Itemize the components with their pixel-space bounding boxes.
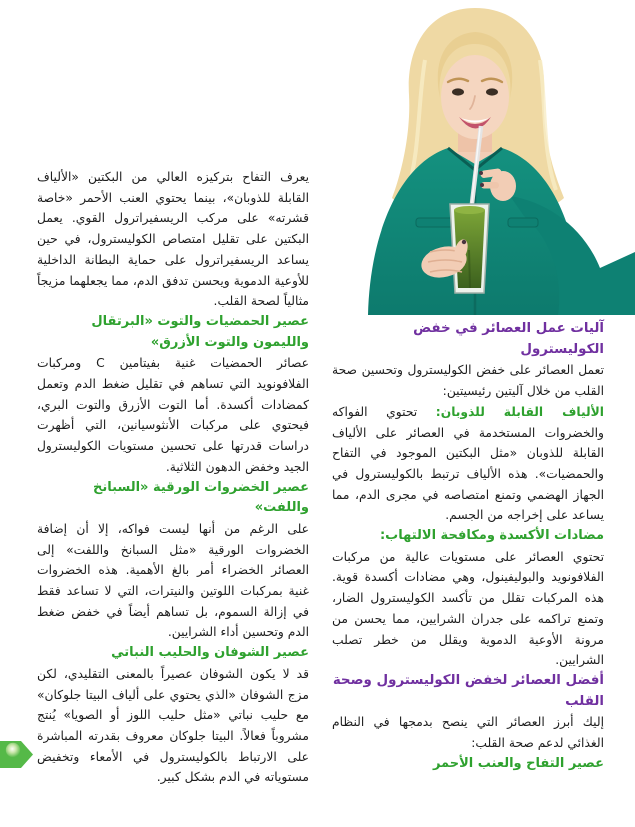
subheading-oat-plant-milk: عصير الشوفان والحليب النباتي (111, 645, 309, 661)
subheading-apple-red-grape-juice: عصير التفاح والعنب الأحمر (432, 755, 604, 771)
right-text-column (332, 319, 604, 774)
paragraph-best-intro: إليك أبرز العصائر التي ينصح بدمجها في النظام الغذائي لدعم صحة القلب: (332, 715, 604, 751)
soluble-fiber-text: تحتوي الفواكه والخضروات المستخدمة في العصائر على الألياف القابلة للذوبان «مثل البكتين الموجود في التفاح والحمضيات». هذه الألياف ترتبط بالكوليسترول في الجهاز الهضمي وتمنع امتصاصه في مجرى الدم، مما يساعد على إخراجه من الجسم. (332, 404, 604, 523)
paragraph-mechanisms-intro: تعمل العصائر على خفض الكوليسترول وتحسين صحة القلب من خلال آليتين رئيسيتين: (332, 363, 604, 399)
subheading-citrus-berry-juice: عصير الحمضيات والتوت «البرتقال والليمون والتوت الأزرق» (91, 313, 309, 350)
heading-best-juices: أفضل العصائر لخفض الكوليسترول وصحة القلب (332, 672, 604, 709)
subheading-leafy-greens-juice: عصير الخضروات الورقية «السبانخ واللفت» (93, 479, 309, 516)
paragraph-soluble-fiber (332, 402, 604, 526)
left-text-column (37, 167, 309, 788)
subheading-soluble-fiber: الألياف القابلة للذوبان: (435, 404, 604, 419)
heading-juice-mechanisms: آليات عمل العصائر في خفض الكوليسترول (413, 321, 604, 357)
paragraph-citrus-berry: عصائر الحمضيات غنية بفيتامين C ومركبات الفلافونويد التي تساهم في تقليل ضغط الدم وتعمل كمضادات أكسدة. أما التوت الأزرق والتوت البري، فيحتوي على مركبات الأنثوسيانين، التي أظهرت دراسات قدرتها على تحسين مستويات الكوليسترول الجيد وخفض الدهون الثلاثية. (37, 356, 309, 474)
woman-smoothie-photo (330, 0, 635, 315)
subheading-antioxidants: مضادات الأكسدة ومكافحة الالتهاب: (379, 528, 604, 544)
paragraph-oat-plant-milk: قد لا يكون الشوفان عصيراً بالمعنى التقليدي، لكن مزج الشوفان «الذي يحتوي على ألياف البيتا جلوكان» مع حليب نباتي «مثل حليب اللوز أو الصويا» يُنتج مشروباً فعالاً. البيتا جلوكان معروف بقدرته المباشرة على الارتباط بالكوليسترول في الأمعاء وتخفيض مستوياته في الدم بشكل كبير. (37, 666, 309, 785)
woman-smoothie-illustration (330, 0, 635, 315)
paragraph-apple-grape: يعرف التفاح بتركيزه العالي من البكتين «الألياف القابلة للذوبان»، بينما يحتوي العنب الأحمر «خاصة قشرته» على مركب الريسفيراترول القوي. يعمل البكتين على تقليل امتصاص الكوليسترول، في حين يساعد الريسفيراترول على حماية البطانة الداخلية للأوعية الدموية ويحسن تدفق الدم، مما يجعلهما مزيجاً مثالياً لصحة القلب. (37, 170, 309, 309)
paragraph-antioxidants: تحتوي العصائر على مستويات عالية من مركبات الفلافونويد والبوليفينول، وهي مضادات أكسدة قوية. هذه المركبات تقلل من تأكسد الكوليسترول الضار، وتمنع تراكمه على جدران الشرايين، مما يحسن من مرونة الأوعية الدموية ويقلل من خطر تصلب الشرايين. (332, 549, 604, 668)
paragraph-leafy-greens: على الرغم من أنها ليست فواكه، إلا أن إضافة الخضروات الورقية «مثل السبانخ واللفت» إلى العصائر الخضراء أمر بالغ الأهمية. هذه الخضروات غنية بمركبات اللوتين والنيترات، التي لا تساعد فقط في إزالة السموم، بل تساهم أيضاً في خفض ضغط الدم وتحسين أداء الشرايين. (37, 521, 309, 640)
page-corner-marker-icon (0, 741, 34, 769)
